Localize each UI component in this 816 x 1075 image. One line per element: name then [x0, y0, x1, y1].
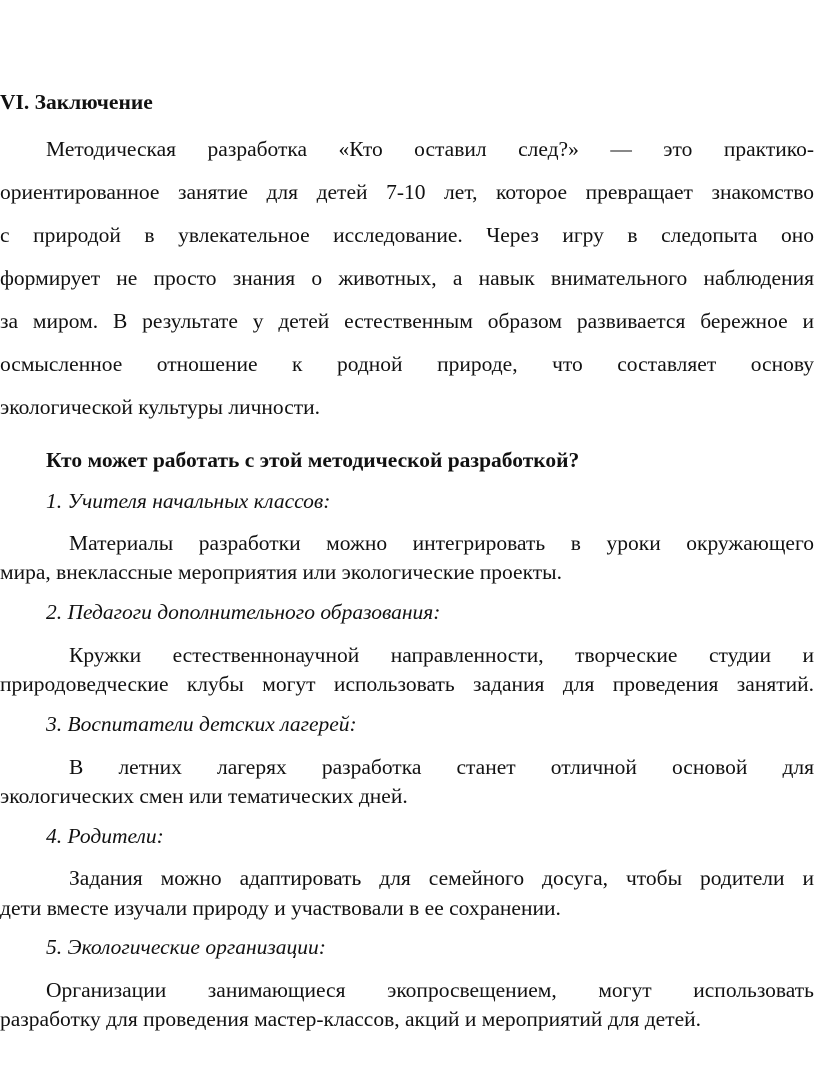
audience-text-line: дети вместе изучали природу и участвовали в ее сохранении.: [0, 896, 561, 920]
section-title: VI. Заключение: [0, 90, 153, 114]
intro-line: формирует не просто знания о животных, а навык внимательного наблюдения: [0, 266, 814, 290]
audience-text-line: Задания можно адаптировать для семейного досуга, чтобы родители и: [69, 866, 814, 890]
audience-title: 4. Родители:: [46, 824, 164, 848]
audience-text-line: Организации занимающиеся экопросвещением, могут использовать: [46, 978, 814, 1002]
audience-text-line: Кружки естественнонаучной направленности, творческие студии и: [69, 643, 814, 667]
audience-title: 3. Воспитатели детских лагерей:: [46, 712, 357, 736]
audience-title: 1. Учителя начальных классов:: [46, 489, 331, 513]
intro-line: Методическая разработка «Кто оставил след?» — это практико-: [46, 137, 814, 161]
audience-title: 5. Экологические организации:: [46, 935, 326, 959]
audience-text-line: природоведческие клубы могут использовать задания для проведения занятий.: [0, 672, 814, 696]
intro-line: ориентированное занятие для детей 7-10 лет, которое превращает знакомство: [0, 180, 814, 204]
intro-line: осмысленное отношение к родной природе, что составляет основу: [0, 352, 814, 376]
audience-text-line: разработку для проведения мастер-классов, акций и мероприятий для детей.: [0, 1007, 702, 1031]
who-heading: Кто может работать с этой методической разработкой?: [46, 448, 580, 472]
audience-text-line: В летних лагерях разработка станет отличной основой для: [69, 755, 814, 779]
audience-text-line: Материалы разработки можно интегрировать в уроки окружающего: [69, 531, 814, 555]
audience-text-line: экологических смен или тематических дней.: [0, 784, 408, 808]
audience-text-line: мира, внеклассные мероприятия или экологические проекты.: [0, 560, 562, 584]
intro-line: за миром. В результате у детей естественным образом развивается бережное и: [0, 309, 814, 333]
intro-line: экологической культуры личности.: [0, 395, 321, 419]
audience-title: 2. Педагоги дополнительного образования:: [46, 600, 441, 624]
intro-line: с природой в увлекательное исследование. Через игру в следопыта оно: [0, 223, 814, 247]
